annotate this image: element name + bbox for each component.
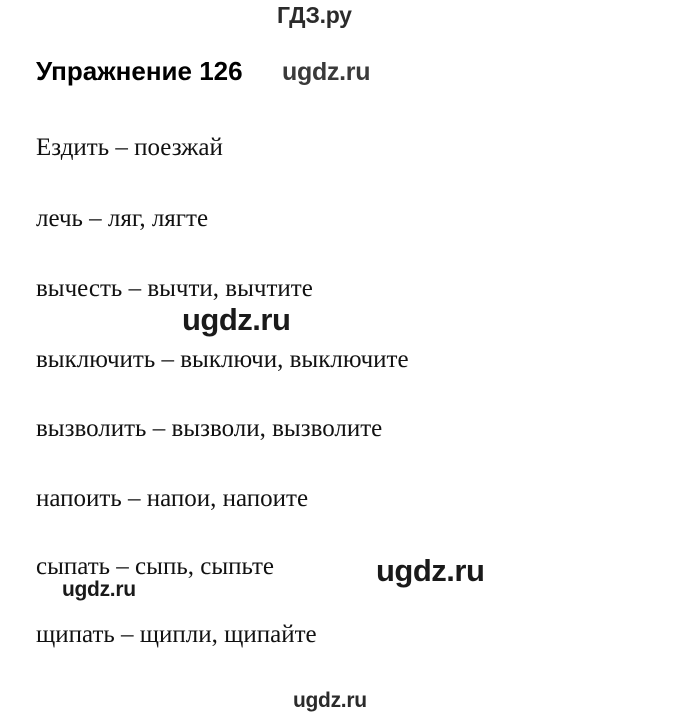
watermark-left: ugdz.ru [62, 578, 136, 601]
answer-line: сыпать – сыпь, сыпьте [36, 553, 274, 580]
page-title: Упражнение 126 [36, 56, 243, 86]
answer-line: вычесть – вычти, вычтите [36, 275, 313, 302]
answer-line: выключить – выключи, выключите [36, 346, 409, 373]
watermark-right: ugdz.ru [376, 553, 485, 588]
watermark-title: ugdz.ru [282, 58, 371, 86]
watermark-middle: ugdz.ru [182, 302, 291, 337]
answer-line: напоить – напои, напоите [36, 485, 309, 512]
answer-line: вызволить – вызволи, вызволите [36, 415, 383, 442]
answer-line: лечь – ляг, лягте [36, 205, 209, 232]
answer-line: щипать – щипли, щипайте [36, 621, 317, 648]
watermark-bottom: ugdz.ru [293, 689, 367, 712]
answer-line: Ездить – поезжай [36, 134, 223, 161]
watermark-top: ГДЗ.ру [277, 2, 352, 28]
